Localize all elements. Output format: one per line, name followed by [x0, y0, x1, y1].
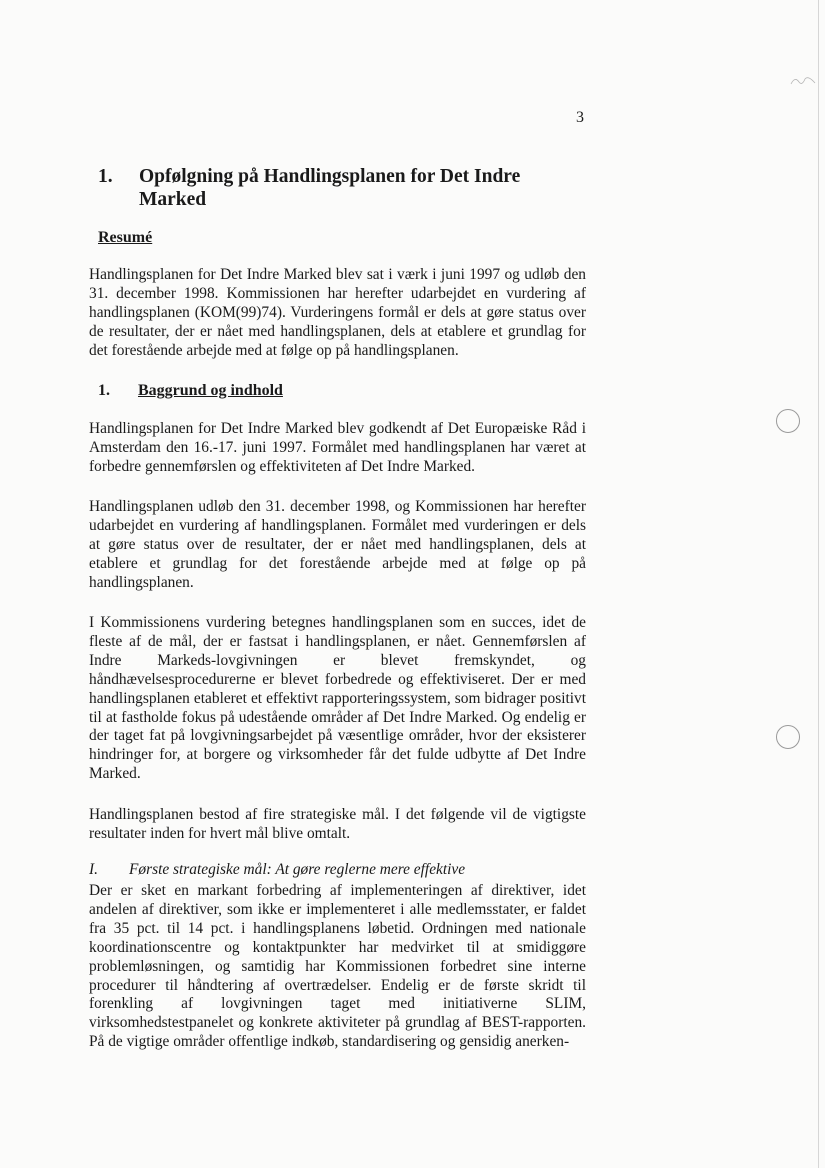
section-number: 1.	[98, 382, 110, 399]
page-number: 3	[576, 109, 584, 126]
chapter-title: Opfølgning på Handlingsplanen for Det Indre Marked	[139, 166, 521, 210]
paragraph: I Kommissionens vurdering betegnes handlingsplanen som en succes, idet de fleste af de mål, der er fastsat i handlingsplanen, er nået. Gennemførslen af Indre Markeds-lovgivningen er blevet fremskyndet, og håndhævelsesprocedurerne er blevet forbedrede og effektiviseret. Der er med handlingsplanen etableret et effektivt rapporteringssystem, som bidrager positivt til at fastholde fokus på udestående områder af Det Indre Marked. Og endelig er der taget fat på lovgivningsarbejdet på væsentlige områder, hvor der eksisterer hindringer for, at borgere og virksomheder får det fulde udbytte af Det Indre Marked.	[89, 614, 586, 783]
hole-punch	[776, 409, 800, 433]
goal-title: Første strategiske mål: At gøre reglerne mere effektive	[129, 861, 466, 878]
page-edge	[818, 0, 819, 1168]
paragraph: Handlingsplanen for Det Indre Marked blev godkendt af Det Europæiske Råd i Amsterdam den 16.-17. juni 1997. Formålet med handlingsplanen har været at forbedre gennemførslen og effektiviteten af Det Indre Marked.	[89, 420, 586, 475]
hole-punch	[776, 725, 800, 749]
goal-paragraph: Der er sket en markant forbedring af implementeringen af direktiver, idet andelen af direktiver, som ikke er implementeret i alle medlemsstater, er faldet fra 35 pct. til 14 pct. i handlingsplanens løbetid. Ordningen med nationale koordinationscentre og kontaktpunkter har medvirket til at smidiggøre problemløsningen, og samtidig har Kommissionen forbedret sine interne procedurer til håndtering af overtrædelser. Endelig er de første skridt til forenkling af lovgivningen taget med initiativerne SLIM, virksomhedstestpanelet og konkrete aktiviteter på grundlag af BEST-rapporten. På de vigtige områder offentlige indkøb, standardisering og gensidig anerken-	[89, 882, 586, 1051]
goal-heading	[89, 861, 465, 879]
paragraph: Handlingsplanen udløb den 31. december 1998, og Kommissionen har herefter udarbejdet en vurdering af handlingsplanen. Formålet med vurderingen er dels at gøre status over de resultater, der er nået med handlingsplanen, dels at etablere et grundlag for det forestående arbejde med at følge op på handlingsplanen.	[89, 498, 586, 591]
chapter-number: 1.	[98, 166, 113, 187]
goal-number: I.	[89, 861, 98, 878]
paragraph: Handlingsplanen bestod af fire strategiske mål. I det følgende vil de vigtigste resultater inden for hvert mål blive omtalt.	[89, 806, 586, 842]
scan-mark	[788, 70, 818, 90]
resume-paragraph: Handlingsplanen for Det Indre Marked blev sat i værk i juni 1997 og udløb den 31. december 1998. Kommissionen har herefter udarbejdet en vurdering af handlingsplanen (KOM(99)74). Vurderingens formål er dels at gøre status over de resultater, der er nået med handlingsplanen, dels at etablere et grundlag for det forestående arbejde med at følge op på handlingsplanen.	[89, 266, 586, 359]
section-title: Baggrund og indhold	[138, 382, 283, 399]
resume-heading: Resumé	[98, 229, 153, 246]
